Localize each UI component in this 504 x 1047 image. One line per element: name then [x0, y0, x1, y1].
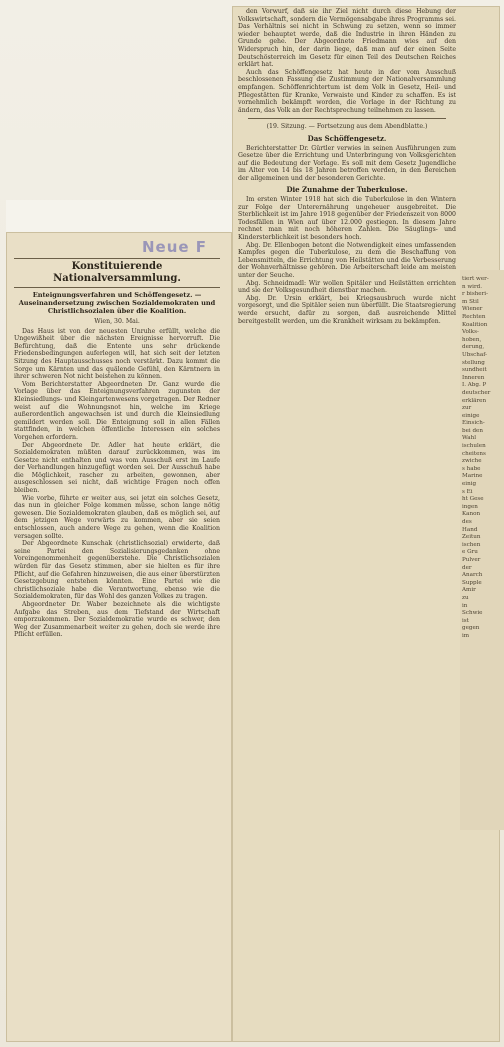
side-column-fragment [462, 276, 502, 826]
side-fragment-line: einig [462, 481, 477, 488]
article-title: Konstituierende Nationalversammlung. [14, 258, 220, 288]
side-fragment-line: einige [462, 412, 480, 419]
side-fragment-line: bei den [462, 427, 483, 434]
side-fragment-line: Rechten [462, 313, 486, 320]
side-fragment-line: Anarch [462, 572, 483, 579]
paragraph: Auch das Schöffengesetz hat heute in der vom Ausschuß beschlossenen Fassung die Zustimmung der Nationalversammlung empfangen. Schöffenrichtertum ist dem Volk in Gesetz, Heil- und Pflegestätten für Kranke, Verwaiste und Kinder zu schaffen. Es ist vornehmlich bekämpft worden, die Vorlage in der Richtung zu ändern, das Volk an der Rechtsprechung teilnehmen zu lassen. [238, 68, 456, 114]
dateline: Wien, 30. Mai. [94, 318, 140, 325]
side-fragment-line: hoben, [462, 336, 482, 343]
side-fragment-line: ist [462, 617, 469, 624]
side-fragment-line: zur [462, 405, 472, 412]
side-fragment-line: derung, [462, 344, 485, 351]
paragraph: Das Haus ist von der neuesten Unruhe erfüllt, welche die Ungewißheit über die nächsten Ereignisse hervorruft. Die Befürchtung, daß die Entente uns sehr drückende Friedensbedingungen auferlegen will, hat sich seit der letzten Sitzung des Hauptausschusses noch verstärkt. Dazu kommt die Sorge um Kärnten und das quälende Gefühl, den Kärntnern in ihrer schweren Not nicht beistehen zu können. [14, 327, 220, 381]
side-fragment-line: n wird. [462, 283, 482, 290]
paragraph: Abg. Schneidmadl: Wir wollen Spitäler und Heilstätten errichten und sie der Volksgesundheit dienstbar machen. [238, 279, 456, 295]
side-fragment-line: Wahl [462, 435, 476, 442]
side-fragment-line: im [462, 632, 470, 639]
side-fragment-line: Pulver [462, 556, 481, 563]
paragraph: Abg. Dr. Ursin erklärt, bei Kriegsausbruch wurde nicht vorgesorgt, und die Spitäler seien nun überfüllt. Die Staatsregierung werde ersucht, dafür zu sorgen, daß ausreichende Mittel bereitgestellt werden, um die Krankheit wirksam zu bekämpfen. [238, 294, 456, 325]
side-fragment-line: I. Abg. P [462, 382, 487, 389]
paragraph: den Vorwurf, daß sie ihr Ziel nicht durch diese Hebung der Volkswirtschaft, sondern die Vermögensabgabe ihres Programms sei. Das Verhältnis sei nicht in Schwung zu setzen, wenn so immer wieder behauptet werde, daß die Industrie in ihren Händen zu Grunde gehe. Der Abgeordnete Friedmann wies auf den Widerspruch hin, der darin liege, daß man auf der einen Seite Deutschösterreich im Gesetz für einen Teil des Deutschen Reiches erklärt hat. [238, 8, 456, 69]
paragraph: Abgeordneter Dr. Waber bezeichnete als die wichtigste Aufgabe das Streben, aus dem Tiefstand der Wirtschaft emporzukommen. Der Sozialdemokratie wurde es schwer, den Weg der Zusammenarbeit weiter zu gehen, doch sie werde ihre Pflicht erfüllen. [14, 600, 220, 639]
paper-gap [6, 200, 232, 234]
paragraph: Berichterstatter Dr. Gürtler verwies in seinen Ausführungen zum Gesetze über die Errichtung und Unterbringung von Volksgerichten auf die Bedeutung der Vorlage. Es soll mit dem Gesetz Jugendliche im Alter von 14 bis 18 Jahren betroffen werden, in den Bereichen der allgemeinen und der besonderen Gerichte. [238, 144, 456, 182]
side-fragment-line: Einsich- [462, 420, 485, 427]
article-subtitle: Enteignungsverfahren und Schöffengesetz. — Auseinandersetzung zwischen Sozialdemokraten und Christlichsozialen über die Koalition. [18, 291, 216, 315]
side-fragment-line: Ubschaf- [462, 351, 487, 358]
paragraph: Im ersten Winter 1918 hat sich die Tuberkulose in den Wintern zur Folge der Unterernährung ungeheuer ausgebreitet. Die Sterblichkeit ist im Jahre 1918 gegenüber der Friedenszeit von 8000 Todesfällen in Wien auf über 12.000 gestiegen. In diesem Jahre rechnet man mit noch höheren Zahlen. Die Säuglings- und Kindersterblichkeit ist besonders hoch. [238, 196, 456, 242]
side-fragment-line: sundheit [462, 367, 487, 374]
side-fragment-line: Inneren [462, 374, 485, 381]
paragraph: Der Abgeordnete Kunschak (christlichsozial) erwiderte, daß seine Partei den Sozialisierungsgedanken ohne Voreingenommenheit gegenüberstehe. Die Christlichsozialen würden für das Gesetz stimmen, aber sie hielten es für ihre Pflicht, auf die Gefahren hinzuweisen, die aus einer überstürzten Gesetzgebung entstehen könnten. Eine Partei wie die christlichsoziale habe die Verantwortung, ebenso wie die Sozialdemokraten, für das Wohl des ganzen Volkes zu tragen. [14, 540, 220, 601]
section-heading-tuberculosis: Die Zunahme der Tuberkulose. [286, 185, 408, 195]
side-fragment-line: s Ei [462, 488, 473, 495]
side-fragment-line: zu [462, 594, 469, 601]
paragraph: Der Abgeordnete Dr. Adler hat heute erklärt, die Sozialdemokraten müßten darauf zurückkommen, was im Gesetze nicht enthalten und was vom Ausschuß erst im Laufe der Verhandlungen hinzugefügt worden sei. Der Ausschuß habe die Möglichkeit, rascher zu arbeiten, gewonnen, aber ausgeschlossen sei nicht, daß wichtige Fragen noch offen bleiben. [14, 441, 220, 495]
paragraph: Wie vorbe, führte er weiter aus, sei jetzt ein solches Gesetz, das nun in gleicher Folge kommen müsse, schon lange nötig gewesen. Die Sozialdemokraten glauben, daß es möglich sei, auf dem jetzigen Wege vorwärts zu kommen, aber sie seien entschlossen, auch andere Wege zu gehen, wenn die Koalition versagen sollte. [14, 494, 220, 540]
left-article [14, 258, 220, 1040]
side-fragment-line: Kanon [462, 511, 481, 518]
side-fragment-line: Hand [462, 526, 478, 533]
side-fragment-line: erklären [462, 397, 487, 404]
side-fragment-line: ingen [462, 503, 478, 510]
side-fragment-line: in [462, 602, 468, 609]
right-article [238, 8, 456, 1038]
side-fragment-line: Schwie [462, 610, 483, 617]
side-fragment-line: Koalition [462, 321, 488, 328]
side-fragment-line: ht Gese [462, 496, 484, 503]
side-fragment-line: stellung [462, 359, 485, 366]
meeting-line: (19. Sitzung. — Fortsetzung aus dem Abendblatte.) [266, 123, 428, 131]
side-fragment-line: deutscher [462, 389, 491, 396]
side-fragment-line: Amir [462, 587, 476, 594]
side-fragment-line: Wiener [462, 306, 483, 313]
section-heading-schoeffen: Das Schöffengesetz. [307, 133, 387, 143]
side-fragment-line: des [462, 519, 472, 525]
side-fragment-line: Supple [462, 579, 482, 586]
side-fragment-line: Marine [462, 473, 483, 480]
side-fragment-line: s habe [462, 465, 481, 472]
side-fragment-line: Volks- [462, 329, 479, 336]
side-fragment-line: zwiche [462, 458, 482, 465]
divider [248, 118, 446, 119]
side-fragment-line: ischen [462, 541, 481, 548]
side-fragment-line: tiert wer- [462, 276, 489, 282]
side-fragment-line: ischulen [462, 443, 486, 450]
side-fragment-line: gegen [462, 625, 480, 632]
side-fragment-line: der [462, 564, 472, 571]
side-fragment-line: cheitens [462, 450, 486, 457]
side-fragment-line: Zeitun [462, 534, 481, 541]
paragraph: Abg. Dr. Ellenbogen betont die Notwendigkeit eines umfassenden Kampfes gegen die Tuberkulose, zu dem die Beschaffung von Lebensmitteln, die Errichtung von Heilstätten und die Verbesserung der Wohnverhältnisse gehören. Die Arbeiterschaft leide am meisten unter der Seuche. [238, 241, 456, 279]
side-fragment-line: e Gru [462, 549, 478, 556]
side-fragment-line: r bisheri- [462, 291, 488, 298]
paragraph: Vom Berichterstatter Abgeordneten Dr. Ganz wurde die Vorlage über das Enteignungsverfahren zugunsten der Kleinsiedlungs- und Kleingartenwesens vorgetragen. Der Redner weist auf die Wohnungsnot hin, welche im Kriege außerordentlich angewachsen ist und durch die Kleinsiedlung gemildert werden soll. Die Enteignung soll in allen Fällen stattfinden, in welchen öffentliche Interessen ein solches Vorgehen erfordern. [14, 380, 220, 441]
side-fragment-line: m Stil [462, 298, 479, 305]
newspaper-stamp: Neue F [142, 238, 208, 256]
